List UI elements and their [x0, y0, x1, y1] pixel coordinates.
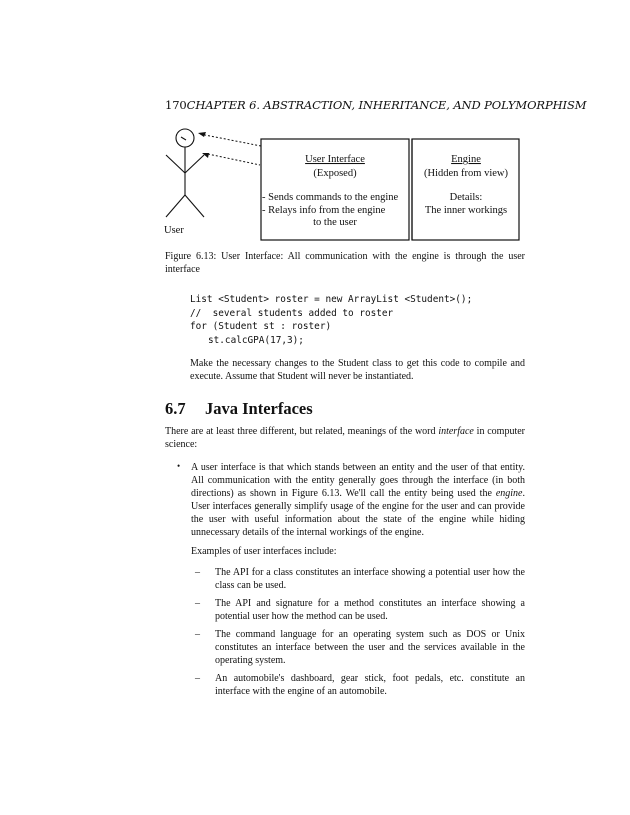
user-arm-left: [166, 155, 185, 173]
ui-box-line-2: - Relays info from the engine: [262, 205, 386, 216]
bullet-emphasis: engine: [495, 488, 523, 499]
code-listing: [190, 293, 530, 347]
arrow-to-user: [200, 134, 261, 146]
list-item-text: The API for a class constitutes an interface showing a potential user how the class can be used.: [215, 567, 525, 591]
dash-icon: –: [195, 567, 200, 578]
arrow-to-interface: [208, 154, 260, 165]
engine-details-text: The inner workings: [424, 205, 508, 216]
section-title: Java Interfaces: [205, 399, 313, 418]
code-line: // several students added to roster: [190, 307, 394, 319]
list-item: [191, 672, 525, 698]
dash-icon: –: [195, 629, 200, 640]
list-item: [191, 597, 525, 623]
bullet-text: . User interfaces generally simplify usage of the engine for the user and can provide the user with useful information about the state of the engine while hiding unnecessary details of the internal workings of the engine.: [191, 488, 525, 538]
intro-text: There are at least three different, but related, meanings of the word: [165, 426, 439, 437]
examples-lead: Examples of user interfaces include:: [191, 546, 337, 557]
list-item-text: The command language for an operating system such as DOS or Unix constitutes an interface between the user and the services available in the operating system.: [215, 629, 525, 666]
user-eye: [181, 137, 186, 140]
arrowhead-user: [198, 132, 206, 137]
dash-icon: –: [195, 598, 200, 609]
bullet-icon: •: [177, 461, 181, 471]
running-header: [165, 98, 587, 112]
chapter-heading: CHAPTER 6. ABSTRACTION, INHERITANCE, AND POLYMORPHISM: [186, 98, 587, 112]
section-heading: [165, 399, 525, 419]
intro-emphasis: interface: [438, 426, 474, 437]
ui-box-subtitle: (Exposed): [313, 168, 357, 179]
figure-caption: Figure 6.13: User Interface: All communication with the engine is through the user interface: [165, 251, 525, 275]
stick-figure-user: [166, 129, 204, 217]
engine-details-label: Details:: [449, 192, 483, 203]
examples-list: [191, 566, 525, 698]
list-item-text: An automobile's dashboard, gear stick, foot pedals, etc. constitute an interface with the engine of an automobile.: [215, 673, 525, 697]
code-line: for (Student st : roster): [190, 321, 332, 333]
section-number: 6.7: [165, 399, 186, 418]
engine-box-title: Engine: [451, 154, 481, 165]
user-leg-right: [185, 195, 204, 217]
intro-paragraph: [165, 425, 525, 451]
user-arm-right: [185, 155, 204, 173]
list-item-text: The API and signature for a method constitutes an interface showing a potential user how the method can be used.: [215, 598, 525, 622]
user-head: [176, 129, 194, 147]
page-number: 170: [165, 98, 187, 112]
exercise-text: Make the necessary changes to the Student class to get this code to compile and execute. Assume that Student will never be instantiated.: [190, 358, 525, 382]
ui-box-line-3: to the user: [313, 217, 357, 228]
bullet-body: [191, 461, 525, 703]
bullet-paragraph: [191, 461, 525, 539]
communication-arrows: [200, 134, 261, 165]
bullet-text: A user interface is that which stands between an entity and the user of that entity. All communication with the entity generally goes through the interface (in both directions) as shown in Figure 6.13. We'll call the entity being used the: [191, 462, 525, 499]
user-label: User: [164, 225, 184, 236]
ui-box-line-1: - Sends commands to the engine: [262, 192, 399, 203]
user-leg-left: [166, 195, 185, 217]
list-item: [191, 566, 525, 592]
engine-box-subtitle: (Hidden from view): [424, 168, 508, 179]
list-item: [191, 628, 525, 667]
code-line: List <Student> roster = new ArrayList <Student>();: [190, 294, 473, 305]
code-line: st.calcGPA(17,3);: [208, 334, 304, 346]
ui-box-title: User Interface: [305, 154, 365, 165]
intro-text: in computer science:: [165, 426, 526, 450]
dash-icon: –: [195, 673, 200, 684]
user-interface-figure: [160, 120, 530, 245]
